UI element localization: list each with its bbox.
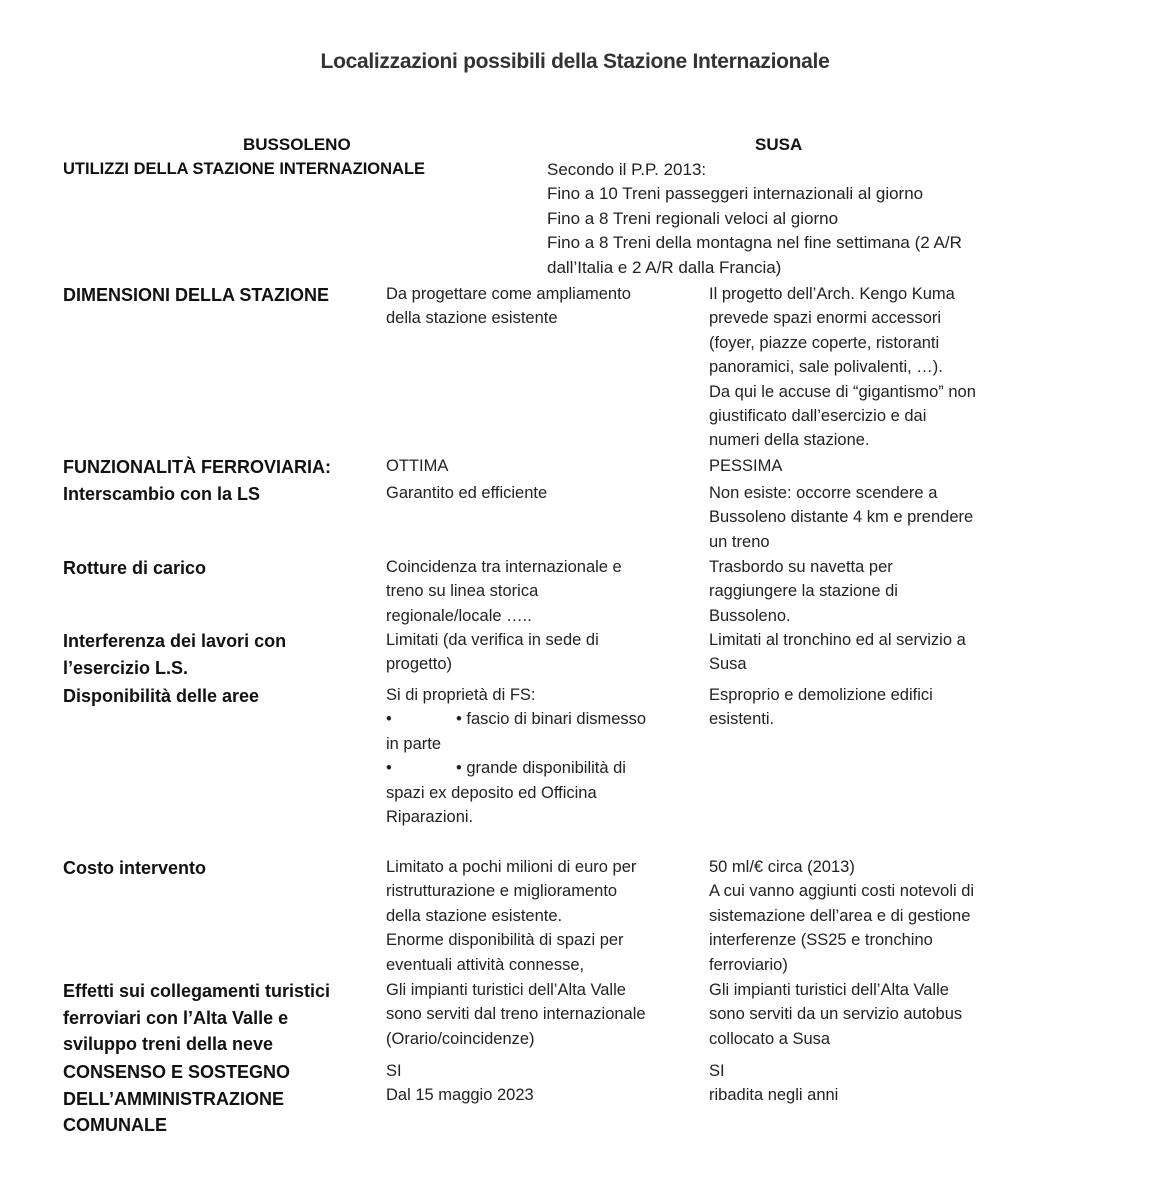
cell-susa: Non esiste: occorre scendere a Bussoleno distante 4 km e prendere un treno: [709, 484, 974, 551]
text-line: dall’Italia e 2 A/R dalla Francia): [547, 257, 782, 277]
cell-susa: Limitati al tronchino ed al servizio a Susa: [709, 631, 966, 674]
row-label: FUNZIONALITÀ FERROVIARIA:: [63, 457, 331, 477]
cell-bussoleno: Garantito ed efficiente: [386, 484, 548, 502]
bullet-icon: •: [386, 759, 392, 778]
row-label: Costo intervento: [63, 858, 207, 878]
text-line: Fino a 8 Treni della montagna nel fine settimana (2 A/R: [547, 233, 962, 253]
row-label: Interferenza dei lavori con l’esercizio L.S.: [63, 631, 287, 678]
cell-susa: Gli impianti turistici dell’Alta Valle sono serviti da un servizio autobus collocato a Susa: [709, 981, 963, 1048]
cell-bussoleno: Limitati (da verifica in sede di progetto): [386, 631, 599, 674]
utilizzi-description: [547, 158, 1027, 280]
column-header-bussoleno: BUSSOLENO: [243, 135, 351, 154]
row-label: Rotture di carico: [63, 558, 207, 578]
cell-susa: PESSIMA: [709, 457, 783, 475]
bullet-icon: •: [386, 710, 392, 729]
cell-bussoleno: Da progettare come ampliamento della stazione esistente: [386, 285, 631, 328]
cell-susa: 50 ml/€ circa (2013) A cui vanno aggiunti costi notevoli di sistemazione dell’area e di gestione interferenze (SS25 e tronchino ferroviario): [709, 858, 975, 974]
row-label: Effetti sui collegamenti turistici ferroviari con l’Alta Valle e sviluppo treni della neve: [63, 981, 331, 1054]
cell-bussoleno: Si di proprietà di FS: • • fascio di binari dismesso in parte • • grande disponibilità di spazi ex deposito ed Officina Riparazioni.: [386, 683, 686, 829]
cell-susa: SI ribadita negli anni: [709, 1062, 839, 1105]
text-line: Secondo il P.P. 2013:: [547, 160, 707, 179]
cell-bussoleno: Coincidenza tra internazionale e treno su linea storica regionale/locale …..: [386, 558, 622, 625]
row-label: CONSENSO E SOSTEGNO DELL’AMMINISTRAZIONE COMUNALE: [63, 1062, 291, 1135]
row-label: Disponibilità delle aree: [63, 686, 260, 706]
cell-susa: Il progetto dell’Arch. Kengo Kuma prevede spazi enormi accessori (foyer, piazze coperte, ristoranti panoramici, sale polivalenti, …). Da qui le accuse di “gigantismo” non giustificato dall’esercizio e dai numeri della stazione.: [709, 285, 976, 450]
cell-bussoleno: Gli impianti turistici dell’Alta Valle sono serviti dal treno internazionale (Orario/coincidenze): [386, 981, 646, 1048]
cell-susa: Esproprio e demolizione edifici esistenti.: [709, 686, 933, 729]
cell-bussoleno: SI Dal 15 maggio 2023: [386, 1062, 534, 1105]
list-item: • • grande disponibilità di: [386, 756, 686, 780]
row-label: Interscambio con la LS: [63, 484, 261, 504]
utilizzi-label: UTILIZZI DELLA STAZIONE INTERNAZIONALE: [63, 160, 426, 178]
cell-bussoleno: Limitato a pochi milioni di euro per ristrutturazione e miglioramento della stazione esistente. Enorme disponibilità di spazi per eventuali attività connesse,: [386, 858, 637, 974]
page-title: Localizzazioni possibili della Stazione Internazionale: [320, 50, 830, 73]
list-item: • • fascio di binari dismesso: [386, 707, 686, 731]
row-label: DIMENSIONI DELLA STAZIONE: [63, 285, 330, 305]
column-header-susa: SUSA: [755, 135, 803, 154]
text-line: Fino a 10 Treni passeggeri internazionali al giorno: [547, 184, 924, 204]
cell-bussoleno: OTTIMA: [386, 457, 449, 475]
text-line: Fino a 8 Treni regionali veloci al giorno: [547, 208, 839, 228]
cell-susa: Trasbordo su navetta per raggiungere la stazione di Bussoleno.: [709, 558, 898, 625]
